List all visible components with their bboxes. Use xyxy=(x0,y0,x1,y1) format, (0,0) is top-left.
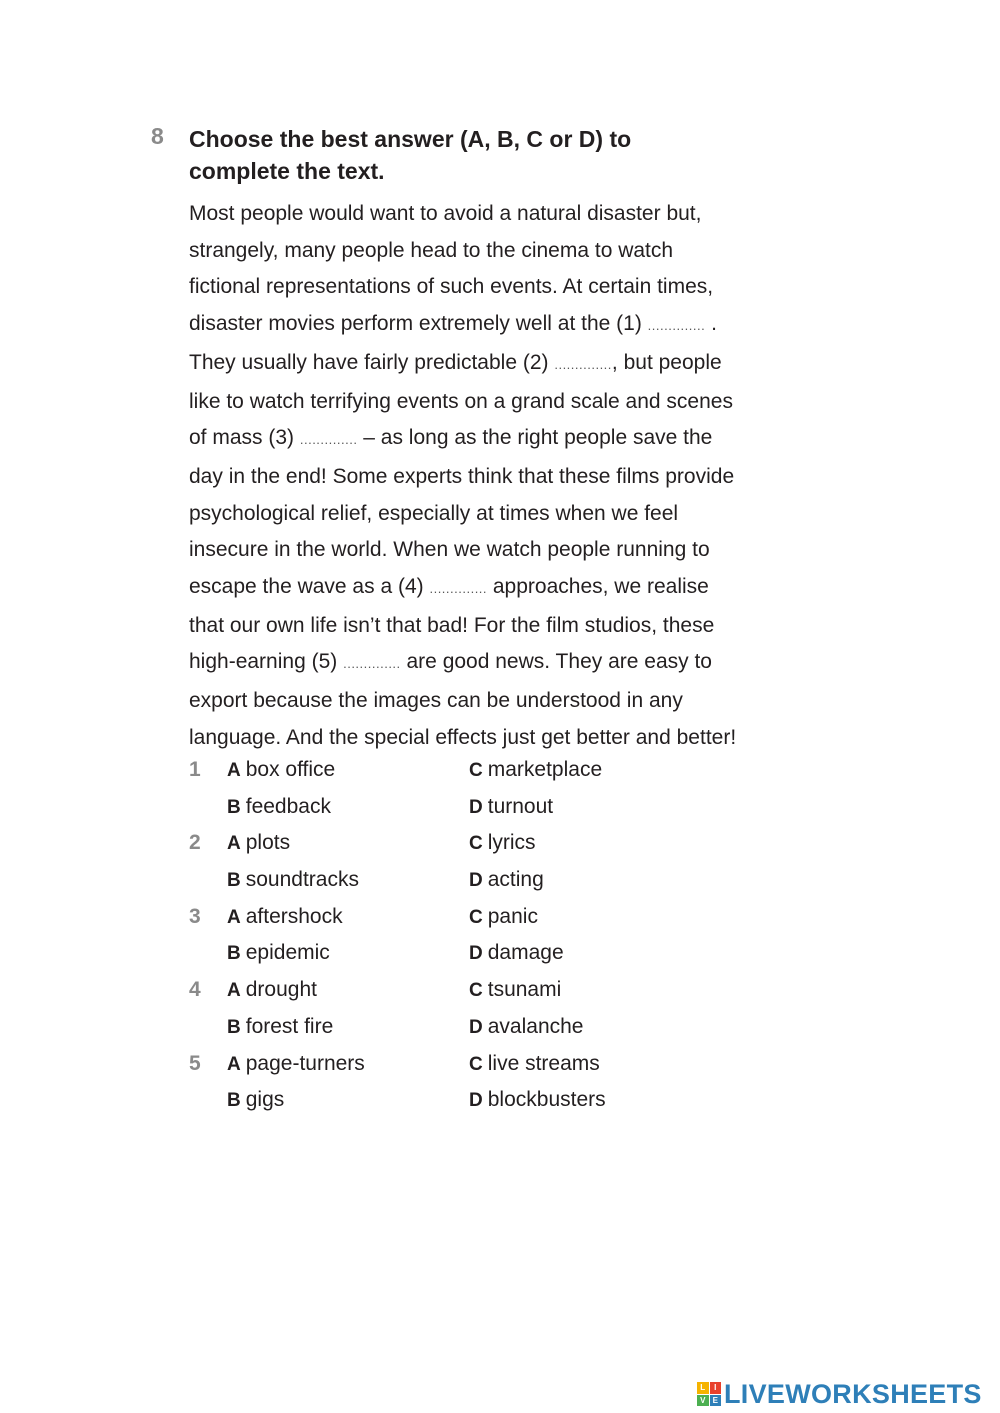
passage-text: They usually have fairly predictable (2) xyxy=(189,350,555,374)
passage-line: Most people would want to avoid a natural disaster but, xyxy=(189,202,702,225)
passage-line: like to watch terrifying events on a grand scale and scenes xyxy=(189,389,733,413)
passage-line: psychological relief, especially at times when we feel xyxy=(189,501,679,525)
passage-text: escape the wave as a (4) xyxy=(189,575,430,599)
option-letter: D xyxy=(469,1016,483,1038)
question-row xyxy=(189,752,669,789)
option-letter: C xyxy=(469,833,483,855)
option-letter: A xyxy=(227,906,241,928)
option-c[interactable] xyxy=(469,1046,600,1084)
passage-line: that our own life isn’t that bad! For the film studios, these xyxy=(189,613,715,637)
option-a[interactable] xyxy=(227,972,317,1010)
passage-line: day in the end! Some experts think that these films provide xyxy=(189,464,735,488)
option-b[interactable] xyxy=(227,862,359,900)
question-row xyxy=(189,1046,669,1083)
question-number: 5 xyxy=(189,1051,201,1075)
passage-text: , but people xyxy=(611,350,722,374)
passage-text: of mass (3) xyxy=(189,426,300,450)
option-text: live streams xyxy=(487,1051,600,1075)
option-letter: C xyxy=(469,760,483,781)
passage-line: strangely, many people head to the cinema to watch xyxy=(189,238,674,262)
option-letter: A xyxy=(227,833,241,855)
instruction-line: complete the text. xyxy=(189,158,385,184)
option-text: drought xyxy=(245,978,317,1002)
option-letter: B xyxy=(227,1090,241,1112)
option-b[interactable] xyxy=(227,935,330,973)
logo-mark-tile: I xyxy=(710,1382,722,1394)
question-row xyxy=(189,899,669,936)
option-text: damage xyxy=(487,941,564,965)
option-text: box office xyxy=(245,758,336,781)
option-text: panic xyxy=(487,904,538,928)
gap-1: .............. xyxy=(647,318,706,334)
logo-mark-tile: V xyxy=(697,1395,709,1407)
question-row xyxy=(189,1082,669,1119)
option-letter: C xyxy=(469,980,483,1002)
option-text: avalanche xyxy=(487,1014,584,1038)
gap-2: .............. xyxy=(554,356,612,372)
option-letter: C xyxy=(469,906,483,928)
option-letter: A xyxy=(227,1053,241,1075)
question-row xyxy=(189,825,669,862)
question-row xyxy=(189,789,669,826)
option-letter: D xyxy=(469,796,483,818)
option-text: blockbusters xyxy=(487,1088,606,1112)
option-text: epidemic xyxy=(245,941,330,965)
question-number: 4 xyxy=(189,978,201,1002)
passage-line xyxy=(189,306,829,345)
option-d[interactable] xyxy=(469,789,553,827)
option-a[interactable] xyxy=(227,825,290,863)
gap-3: .............. xyxy=(299,432,358,448)
question-number: 3 xyxy=(189,904,201,928)
option-text: feedback xyxy=(245,794,331,818)
option-letter: D xyxy=(469,943,483,965)
question-row xyxy=(189,935,669,972)
option-a[interactable] xyxy=(227,752,335,790)
passage-line: fictional representations of such events. At certain times, xyxy=(189,275,714,299)
option-letter: A xyxy=(227,980,241,1002)
passage-text: – as long as the right people save the xyxy=(357,426,713,450)
passage-text: . xyxy=(705,312,717,336)
option-d[interactable] xyxy=(469,935,564,973)
option-text: lyrics xyxy=(487,831,536,855)
option-c[interactable] xyxy=(469,899,538,937)
question-row xyxy=(189,1009,669,1046)
logo-mark-tile: E xyxy=(710,1395,722,1407)
passage-line: insecure in the world. When we watch people running to xyxy=(189,538,710,562)
option-c[interactable] xyxy=(469,752,602,790)
exercise-number: 8 xyxy=(151,123,164,149)
exercise-instruction xyxy=(189,123,789,187)
question-row xyxy=(189,862,669,899)
option-c[interactable] xyxy=(469,972,561,1010)
passage-line xyxy=(189,644,829,683)
instruction-line: Choose the best answer (A, B, C or D) to xyxy=(189,126,632,152)
logo-mark-icon xyxy=(697,1382,721,1406)
option-text: page-turners xyxy=(245,1051,365,1075)
option-b[interactable] xyxy=(227,1009,333,1047)
liveworksheets-logo[interactable] xyxy=(697,1377,982,1411)
option-letter: D xyxy=(469,1090,483,1112)
question-number: 1 xyxy=(189,758,201,781)
option-a[interactable] xyxy=(227,1046,365,1084)
passage-line xyxy=(189,569,829,608)
option-b[interactable] xyxy=(227,789,331,827)
option-letter: B xyxy=(227,870,241,892)
option-d[interactable] xyxy=(469,1082,606,1120)
passage-line: export because the images can be understood in any xyxy=(189,689,683,713)
option-letter: A xyxy=(227,760,241,781)
option-text: forest fire xyxy=(245,1014,334,1038)
reading-passage xyxy=(189,196,829,757)
question-row xyxy=(189,972,669,1009)
passage-text: disaster movies perform extremely well at the (1) xyxy=(189,312,648,336)
option-b[interactable] xyxy=(227,1082,284,1120)
option-text: aftershock xyxy=(245,904,343,928)
gap-4: .............. xyxy=(429,581,488,597)
passage-line xyxy=(189,345,829,384)
option-letter: B xyxy=(227,1016,241,1038)
passage-line: language. And the special effects just get better and better! xyxy=(189,725,737,749)
option-letter: B xyxy=(227,796,241,818)
option-letter: D xyxy=(469,870,483,892)
passage-line xyxy=(189,420,829,459)
option-text: acting xyxy=(487,868,544,892)
option-text: turnout xyxy=(487,794,554,818)
answer-options xyxy=(189,752,669,1119)
option-d[interactable] xyxy=(469,862,544,900)
option-text: tsunami xyxy=(487,978,562,1002)
option-a[interactable] xyxy=(227,899,343,937)
logo-mark-tile: L xyxy=(697,1382,709,1394)
passage-text: high-earning (5) xyxy=(189,650,344,674)
option-text: marketplace xyxy=(487,758,603,781)
option-text: gigs xyxy=(245,1088,285,1112)
option-letter: B xyxy=(227,943,241,965)
gap-5: .............. xyxy=(343,656,401,672)
option-letter: C xyxy=(469,1053,483,1075)
option-text: soundtracks xyxy=(245,868,359,892)
passage-text: are good news. They are easy to xyxy=(400,650,712,674)
option-c[interactable] xyxy=(469,825,536,863)
option-d[interactable] xyxy=(469,1009,583,1047)
logo-text: LIVEWORKSHEETS xyxy=(724,1378,982,1409)
passage-text: approaches, we realise xyxy=(487,575,709,599)
option-text: plots xyxy=(245,831,291,855)
question-number: 2 xyxy=(189,831,201,855)
